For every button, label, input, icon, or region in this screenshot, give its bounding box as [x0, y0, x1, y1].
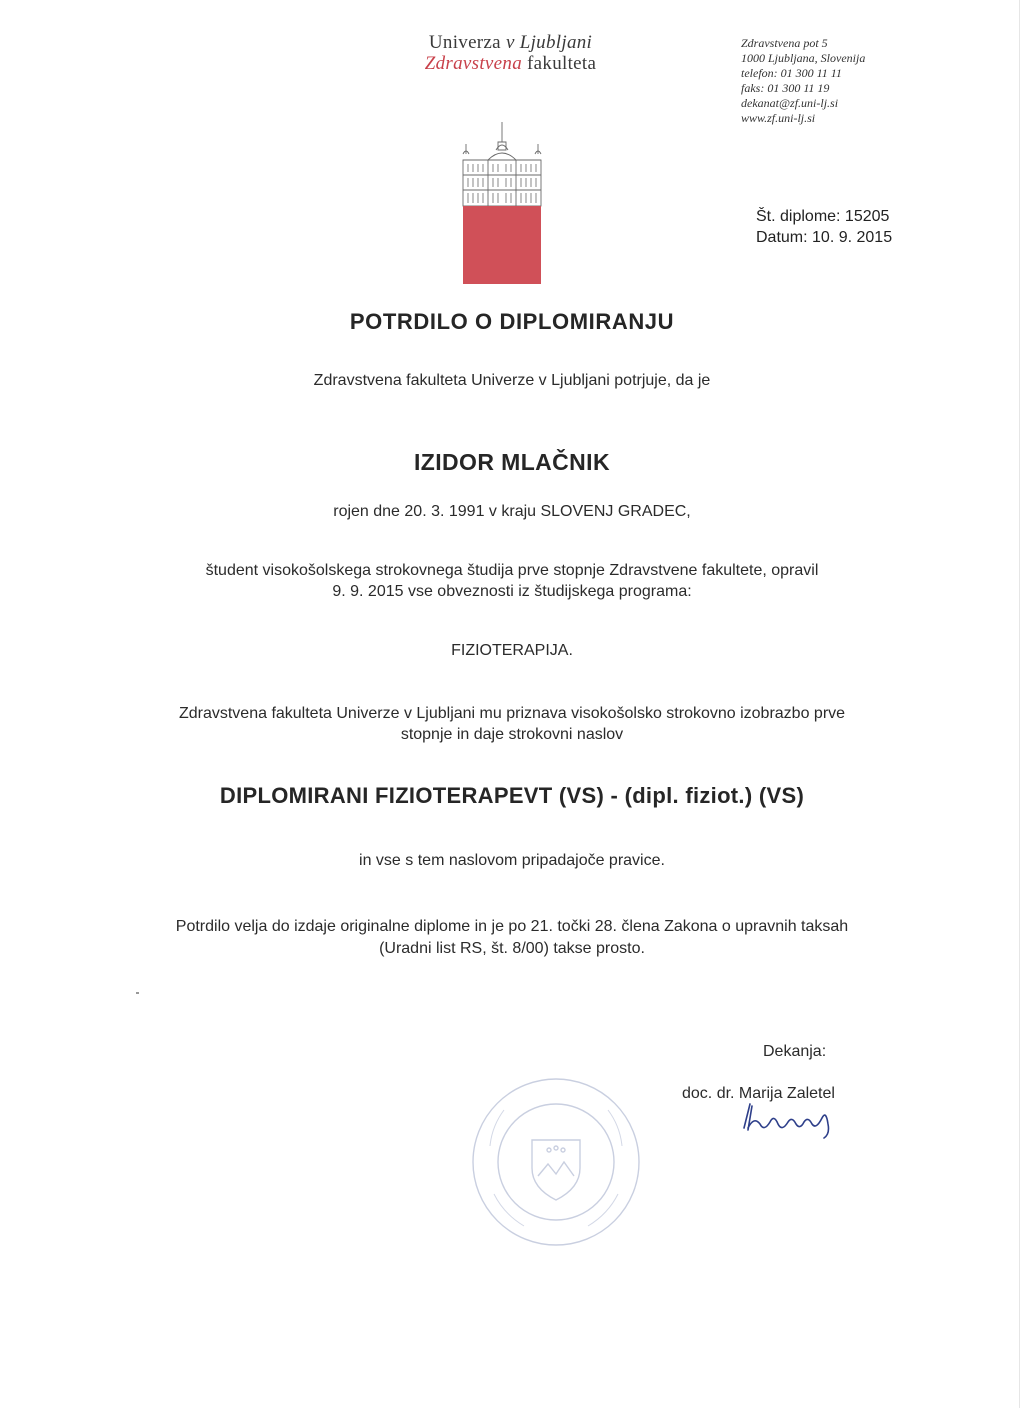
university-building-logo	[460, 120, 544, 286]
student-statement-line2: 9. 9. 2015 vse obveznosti iz študijskega programa:	[332, 583, 692, 600]
address-block	[741, 36, 865, 126]
faculty-name-red: Zdravstvena	[424, 53, 522, 74]
reference-block	[756, 206, 892, 248]
handwritten-signature	[740, 1098, 836, 1142]
validity-line1: Potrdilo velja do izdaje originalne diplome in je po 21. točki 28. člena Zakona o upravnih taksah	[175, 918, 849, 935]
professional-title: DIPLOMIRANI FIZIOTERAPEVT (VS) - (dipl. fiziot.) (VS)	[219, 783, 805, 808]
graduate-name: IZIDOR MLAČNIK	[414, 449, 610, 475]
faculty-seal	[470, 1076, 642, 1248]
student-statement-line1: študent visokošolskega strokovnega študija prve stopnje Zdravstvene fakultete, opravil	[205, 562, 819, 579]
address-street: Zdravstvena pot 5	[741, 36, 828, 50]
grant-statement-line2: stopnje in daje strokovni naslov	[400, 726, 624, 743]
issue-date: Datum: 10. 9. 2015	[756, 229, 893, 246]
signatory-role: Dekanja:	[763, 1043, 827, 1060]
address-email: dekanat@zf.uni-lj.si	[741, 96, 839, 110]
university-prefix: Univerza	[428, 32, 506, 53]
birth-info: rojen dne 20. 3. 1991 v kraju SLOVENJ GRADEC,	[333, 503, 691, 520]
university-city: v Ljubljani	[505, 32, 593, 53]
signatory-name: doc. dr. Marija Zaletel	[682, 1085, 835, 1102]
intro-text: Zdravstvena fakulteta Univerze v Ljubljani potrjuje, da je	[313, 372, 711, 389]
address-fax: faks: 01 300 11 19	[741, 81, 830, 95]
faculty-name	[398, 53, 623, 75]
grant-statement-line1: Zdravstvena fakulteta Univerze v Ljubljani mu priznava visokošolsko strokovno izobrazbo prve	[178, 705, 846, 722]
university-name	[398, 32, 623, 54]
scan-speck	[136, 992, 139, 994]
address-city: 1000 Ljubljana, Slovenija	[741, 51, 866, 65]
validity-line2: (Uradni list RS, št. 8/00) takse prosto.	[379, 940, 645, 957]
address-web: www.zf.uni-lj.si	[741, 111, 816, 125]
faculty-suffix: fakulteta	[522, 53, 597, 74]
document-title: POTRDILO O DIPLOMIRANJU	[349, 309, 675, 334]
diploma-number: Št. diplome: 15205	[756, 208, 890, 225]
study-program: FIZIOTERAPIJA.	[451, 642, 573, 659]
rights-text: in vse s tem naslovom pripadajoče pravice.	[359, 852, 665, 869]
address-phone: telefon: 01 300 11 11	[741, 66, 842, 80]
